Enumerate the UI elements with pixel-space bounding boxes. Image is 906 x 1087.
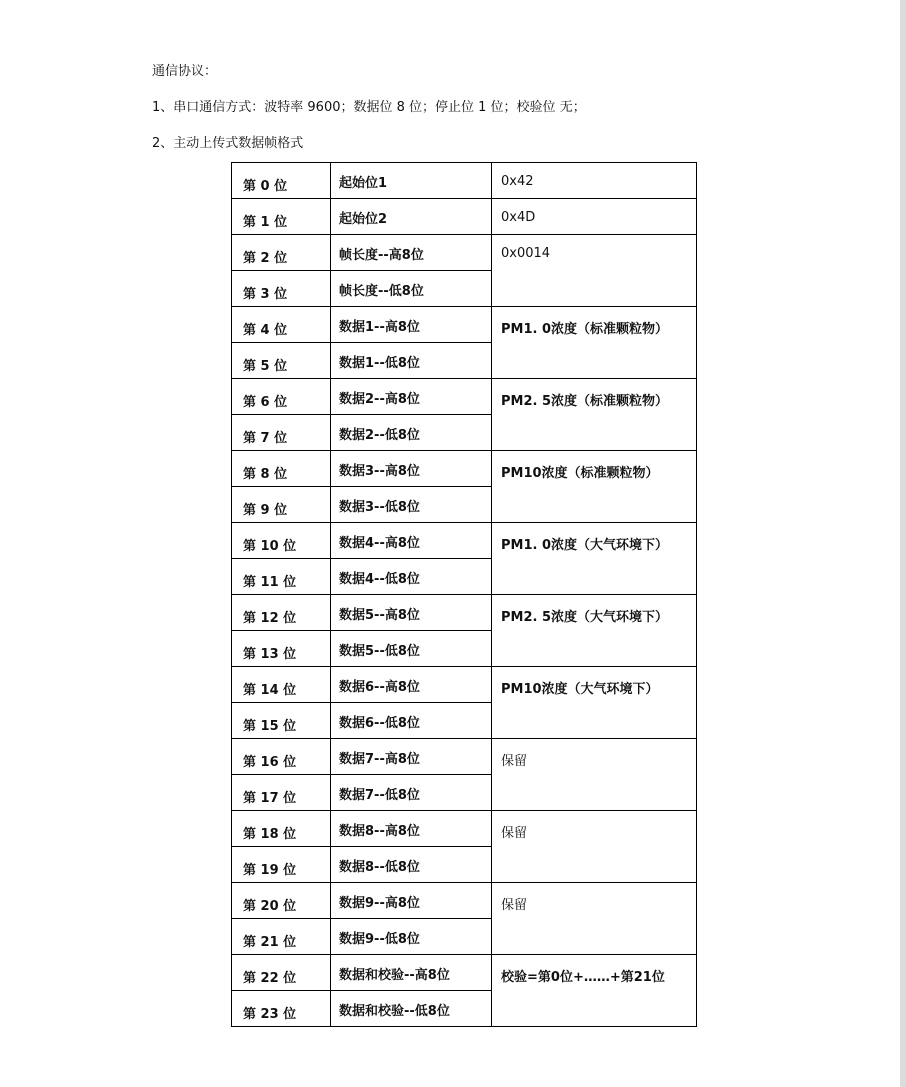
byte-position-label: 第 8 位: [243, 467, 288, 482]
byte-position-label: 第 0 位: [243, 179, 288, 194]
byte-position-label: 第 15 位: [243, 719, 297, 734]
field-description-text: PM2. 5浓度（大气环境下）: [501, 610, 669, 625]
byte-position-cell: [232, 739, 331, 775]
byte-position-label: 第 20 位: [243, 899, 297, 914]
byte-position-cell: [232, 631, 331, 667]
field-name-label: 数据4--低8位: [339, 572, 420, 587]
field-description-cell: [492, 883, 697, 955]
field-name-label: 帧长度--低8位: [339, 284, 424, 299]
byte-position-cell: [232, 451, 331, 487]
byte-position-cell: [232, 415, 331, 451]
byte-position-cell: [232, 991, 331, 1027]
field-description-cell: [492, 199, 697, 235]
field-description-text: PM10浓度（大气环境下）: [501, 682, 659, 697]
field-name-cell: [331, 919, 492, 955]
byte-position-label: 第 23 位: [243, 1007, 297, 1022]
field-name-cell: [331, 379, 492, 415]
byte-position-label: 第 1 位: [243, 215, 288, 230]
byte-position-label: 第 3 位: [243, 287, 288, 302]
byte-position-label: 第 5 位: [243, 359, 288, 374]
byte-position-label: 第 10 位: [243, 539, 297, 554]
field-description-cell: [492, 523, 697, 595]
page-edge: [900, 0, 906, 1087]
field-name-cell: [331, 307, 492, 343]
byte-position-cell: [232, 847, 331, 883]
byte-position-cell: [232, 487, 331, 523]
field-description-text: PM2. 5浓度（标准颗粒物）: [501, 394, 669, 409]
field-name-label: 数据2--低8位: [339, 428, 420, 443]
field-description-cell: [492, 595, 697, 667]
section-heading: 通信协议：: [152, 64, 218, 79]
field-description-text: 保留: [501, 826, 528, 841]
field-name-label: 数据7--低8位: [339, 788, 420, 803]
table-row: [232, 163, 697, 199]
field-name-label: 数据9--高8位: [339, 896, 420, 911]
field-description-cell: [492, 667, 697, 739]
field-name-label: 数据8--低8位: [339, 860, 420, 875]
field-description-text: 0x4D: [501, 210, 536, 225]
byte-position-cell: [232, 703, 331, 739]
table-row: [232, 235, 697, 271]
byte-position-label: 第 19 位: [243, 863, 297, 878]
field-description-text: 0x42: [501, 174, 534, 189]
field-name-label: 数据7--高8位: [339, 752, 420, 767]
field-name-label: 起始位2: [339, 212, 388, 227]
field-name-cell: [331, 343, 492, 379]
field-description-cell: [492, 379, 697, 451]
field-name-label: 数据6--高8位: [339, 680, 420, 695]
field-name-label: 数据和校验--高8位: [339, 968, 450, 983]
field-name-cell: [331, 523, 492, 559]
field-name-cell: [331, 991, 492, 1027]
byte-position-cell: [232, 307, 331, 343]
field-description-text: 保留: [501, 754, 528, 769]
field-name-cell: [331, 451, 492, 487]
field-name-label: 数据1--低8位: [339, 356, 420, 371]
byte-position-label: 第 16 位: [243, 755, 297, 770]
field-description-text: PM1. 0浓度（大气环境下）: [501, 538, 669, 553]
table-row: [232, 667, 697, 703]
byte-position-label: 第 12 位: [243, 611, 297, 626]
table-row: [232, 811, 697, 847]
table-row: [232, 883, 697, 919]
field-description-cell: [492, 307, 697, 379]
byte-position-label: 第 13 位: [243, 647, 297, 662]
field-name-label: 数据4--高8位: [339, 536, 420, 551]
field-description-cell: [492, 163, 697, 199]
field-name-cell: [331, 595, 492, 631]
field-name-label: 数据3--低8位: [339, 500, 420, 515]
byte-position-cell: [232, 595, 331, 631]
table-row: [232, 451, 697, 487]
field-name-label: 数据3--高8位: [339, 464, 420, 479]
table-row: [232, 307, 697, 343]
field-name-cell: [331, 775, 492, 811]
byte-position-label: 第 4 位: [243, 323, 288, 338]
field-name-label: 起始位1: [339, 176, 388, 191]
field-name-cell: [331, 163, 492, 199]
field-description-text: 校验=第0位+……+第21位: [501, 970, 665, 985]
frame-table-body: [232, 163, 697, 1027]
field-description-text: PM10浓度（标准颗粒物）: [501, 466, 659, 481]
field-description-cell: [492, 739, 697, 811]
byte-position-cell: [232, 955, 331, 991]
byte-position-label: 第 2 位: [243, 251, 288, 266]
byte-position-cell: [232, 919, 331, 955]
field-name-cell: [331, 955, 492, 991]
byte-position-cell: [232, 811, 331, 847]
field-name-cell: [331, 235, 492, 271]
field-name-cell: [331, 739, 492, 775]
field-name-cell: [331, 487, 492, 523]
field-name-label: 数据9--低8位: [339, 932, 420, 947]
byte-position-cell: [232, 379, 331, 415]
field-name-label: 数据5--低8位: [339, 644, 420, 659]
byte-position-cell: [232, 163, 331, 199]
byte-position-label: 第 17 位: [243, 791, 297, 806]
field-description-cell: [492, 451, 697, 523]
byte-position-cell: [232, 559, 331, 595]
field-description-text: 保留: [501, 898, 528, 913]
table-row: [232, 739, 697, 775]
field-name-cell: [331, 883, 492, 919]
field-name-cell: [331, 199, 492, 235]
field-name-cell: [331, 271, 492, 307]
byte-position-label: 第 14 位: [243, 683, 297, 698]
field-name-label: 数据6--低8位: [339, 716, 420, 731]
field-name-cell: [331, 667, 492, 703]
byte-position-label: 第 9 位: [243, 503, 288, 518]
table-row: [232, 595, 697, 631]
table-row: [232, 955, 697, 991]
table-row: [232, 379, 697, 415]
byte-position-cell: [232, 775, 331, 811]
field-name-label: 数据5--高8位: [339, 608, 420, 623]
field-name-label: 帧长度--高8位: [339, 248, 424, 263]
serial-settings-line: 1、串口通信方式：波特率 9600；数据位 8 位；停止位 1 位；校验位 无；: [152, 100, 586, 115]
byte-position-cell: [232, 343, 331, 379]
frame-format-line: 2、主动上传式数据帧格式: [152, 136, 304, 151]
byte-position-cell: [232, 235, 331, 271]
byte-position-cell: [232, 883, 331, 919]
byte-position-label: 第 7 位: [243, 431, 288, 446]
field-name-label: 数据2--高8位: [339, 392, 420, 407]
byte-position-label: 第 11 位: [243, 575, 297, 590]
field-name-cell: [331, 415, 492, 451]
byte-position-label: 第 21 位: [243, 935, 297, 950]
field-description-cell: [492, 955, 697, 1027]
field-name-cell: [331, 847, 492, 883]
frame-format-table: [231, 162, 697, 1027]
field-name-cell: [331, 703, 492, 739]
field-name-cell: [331, 631, 492, 667]
field-name-cell: [331, 559, 492, 595]
field-description-text: 0x0014: [501, 246, 551, 261]
field-name-label: 数据1--高8位: [339, 320, 420, 335]
byte-position-label: 第 22 位: [243, 971, 297, 986]
byte-position-label: 第 6 位: [243, 395, 288, 410]
field-description-cell: [492, 811, 697, 883]
field-description-cell: [492, 235, 697, 307]
field-name-cell: [331, 811, 492, 847]
field-description-text: PM1. 0浓度（标准颗粒物）: [501, 322, 669, 337]
field-name-label: 数据和校验--低8位: [339, 1004, 450, 1019]
byte-position-cell: [232, 271, 331, 307]
byte-position-cell: [232, 199, 331, 235]
table-row: [232, 199, 697, 235]
byte-position-cell: [232, 523, 331, 559]
byte-position-label: 第 18 位: [243, 827, 297, 842]
byte-position-cell: [232, 667, 331, 703]
field-name-label: 数据8--高8位: [339, 824, 420, 839]
table-row: [232, 523, 697, 559]
